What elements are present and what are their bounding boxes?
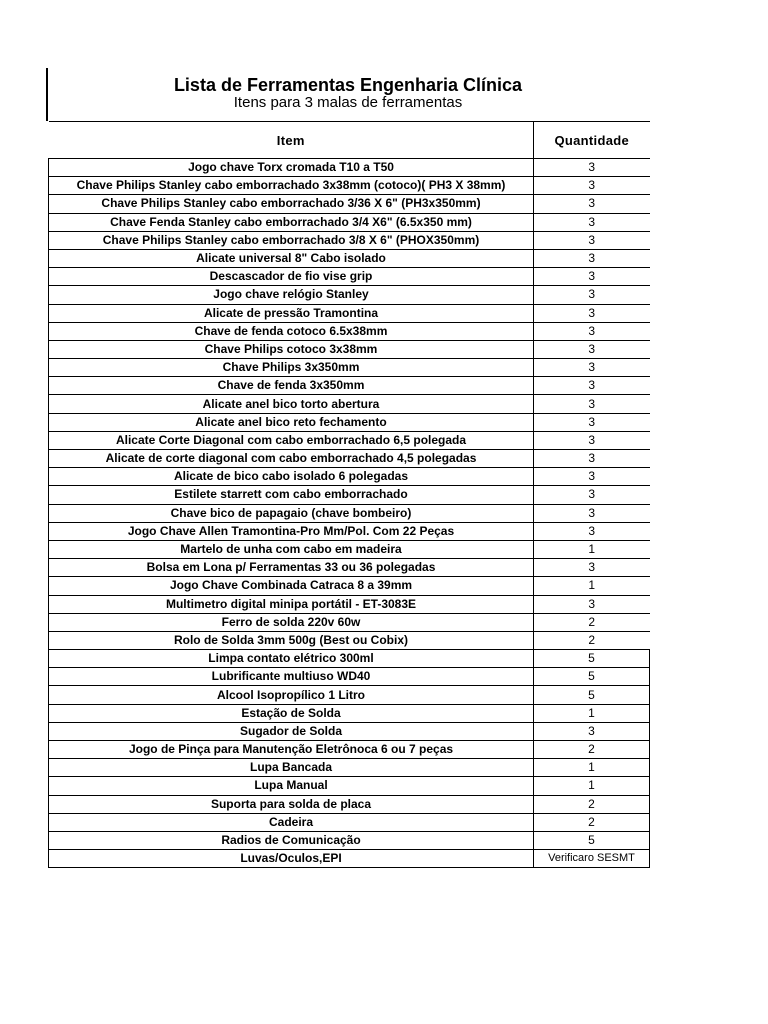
item-quantity-cell: 3 (534, 268, 650, 286)
item-quantity-cell: 1 (534, 704, 650, 722)
item-quantity-cell: 3 (534, 304, 650, 322)
table-row (49, 813, 650, 831)
table-row (49, 613, 650, 631)
item-name-cell: Estação de Solda (49, 704, 534, 722)
item-quantity-cell: 3 (534, 231, 650, 249)
item-quantity-cell: 3 (534, 286, 650, 304)
item-quantity-cell: 3 (534, 450, 650, 468)
table-row (49, 468, 650, 486)
item-quantity-cell: 3 (534, 504, 650, 522)
item-quantity-cell: Verificaro SESMT (534, 850, 650, 868)
document-title: Lista de Ferramentas Engenharia Clínica (173, 75, 523, 95)
item-quantity-cell: 3 (534, 468, 650, 486)
table-row (49, 286, 650, 304)
table-row (49, 268, 650, 286)
table-row (49, 177, 650, 195)
item-quantity-cell: 1 (534, 759, 650, 777)
item-name-cell: Chave Fenda Stanley cabo emborrachado 3/4 X6" (6.5x350 mm) (49, 213, 534, 231)
item-quantity-cell: 1 (534, 577, 650, 595)
item-name-cell: Suporta para solda de placa (49, 795, 534, 813)
table-row (49, 322, 650, 340)
item-name-cell: Chave Philips 3x350mm (49, 359, 534, 377)
table-row (49, 777, 650, 795)
item-quantity-cell: 3 (534, 340, 650, 358)
item-name-cell: Chave Philips Stanley cabo emborrachado 3x38mm (cotoco)( PH3 X 38mm) (49, 177, 534, 195)
table-header-row (49, 122, 650, 159)
item-quantity-cell: 2 (534, 813, 650, 831)
item-quantity-cell: 3 (534, 249, 650, 267)
table-row (49, 249, 650, 267)
item-name-cell: Lupa Manual (49, 777, 534, 795)
item-quantity-cell: 3 (534, 559, 650, 577)
item-name-cell: Chave Philips Stanley cabo emborrachado 3/8 X 6" (PHOX350mm) (49, 231, 534, 249)
table-row (49, 522, 650, 540)
item-name-cell: Alicate anel bico torto abertura (49, 395, 534, 413)
item-name-cell: Alicate anel bico reto fechamento (49, 413, 534, 431)
item-quantity-cell: 5 (534, 668, 650, 686)
table-row (49, 595, 650, 613)
table-row (49, 722, 650, 740)
table-row (49, 450, 650, 468)
item-name-cell: Bolsa em Lona p/ Ferramentas 33 ou 36 polegadas (49, 559, 534, 577)
item-quantity-cell: 3 (534, 522, 650, 540)
item-quantity-cell: 3 (534, 395, 650, 413)
item-name-cell: Ferro de solda 220v 60w (49, 613, 534, 631)
item-name-cell: Estilete starrett com cabo emborrachado (49, 486, 534, 504)
table-row (49, 631, 650, 649)
table-row (49, 850, 650, 868)
item-name-cell: Lubrificante multiuso WD40 (49, 668, 534, 686)
tools-table (48, 121, 650, 868)
table-row (49, 559, 650, 577)
item-name-cell: Lupa Bancada (49, 759, 534, 777)
item-name-cell: Rolo de Solda 3mm 500g (Best ou Cobix) (49, 631, 534, 649)
item-name-cell: Jogo Chave Allen Tramontina-Pro Mm/Pol. Com 22 Peças (49, 522, 534, 540)
item-quantity-cell: 3 (534, 322, 650, 340)
column-header-item: Item (49, 122, 534, 159)
item-quantity-cell: 2 (534, 741, 650, 759)
item-name-cell: Multimetro digital minipa portátil - ET-3083E (49, 595, 534, 613)
item-name-cell: Luvas/Oculos,EPI (49, 850, 534, 868)
table-row (49, 540, 650, 558)
table-row (49, 759, 650, 777)
item-name-cell: Chave de fenda cotoco 6.5x38mm (49, 322, 534, 340)
table-row (49, 486, 650, 504)
item-quantity-cell: 3 (534, 722, 650, 740)
item-name-cell: Alcool Isopropílico 1 Litro (49, 686, 534, 704)
item-quantity-cell: 5 (534, 686, 650, 704)
item-quantity-cell: 2 (534, 613, 650, 631)
table-row (49, 304, 650, 322)
item-quantity-cell: 3 (534, 177, 650, 195)
item-quantity-cell: 2 (534, 631, 650, 649)
item-name-cell: Chave Philips Stanley cabo emborrachado 3/36 X 6" (PH3x350mm) (49, 195, 534, 213)
item-name-cell: Chave Philips cotoco 3x38mm (49, 340, 534, 358)
table-row (49, 340, 650, 358)
item-name-cell: Alicate Corte Diagonal com cabo emborrachado 6,5 polegada (49, 431, 534, 449)
item-name-cell: Jogo de Pinça para Manutenção Eletrônoca 6 ou 7 peças (49, 741, 534, 759)
table-row (49, 668, 650, 686)
column-header-quantity: Quantidade (534, 122, 650, 159)
item-quantity-cell: 3 (534, 595, 650, 613)
item-quantity-cell: 3 (534, 486, 650, 504)
item-quantity-cell: 5 (534, 831, 650, 849)
table-row (49, 431, 650, 449)
item-name-cell: Alicate de pressão Tramontina (49, 304, 534, 322)
item-quantity-cell: 3 (534, 159, 650, 177)
item-quantity-cell: 1 (534, 777, 650, 795)
item-quantity-cell: 3 (534, 195, 650, 213)
item-name-cell: Descascador de fio vise grip (49, 268, 534, 286)
table-row (49, 741, 650, 759)
item-name-cell: Jogo Chave Combinada Catraca 8 a 39mm (49, 577, 534, 595)
item-name-cell: Jogo chave relógio Stanley (49, 286, 534, 304)
item-quantity-cell: 1 (534, 540, 650, 558)
item-name-cell: Limpa contato elétrico 300ml (49, 650, 534, 668)
item-quantity-cell: 3 (534, 413, 650, 431)
item-name-cell: Alicate de bico cabo isolado 6 polegadas (49, 468, 534, 486)
item-name-cell: Alicate universal 8" Cabo isolado (49, 249, 534, 267)
item-quantity-cell: 3 (534, 359, 650, 377)
item-quantity-cell: 2 (534, 795, 650, 813)
table-row (49, 413, 650, 431)
item-name-cell: Alicate de corte diagonal com cabo emborrachado 4,5 polegadas (49, 450, 534, 468)
item-name-cell: Radios de Comunicação (49, 831, 534, 849)
item-name-cell: Chave de fenda 3x350mm (49, 377, 534, 395)
table-row (49, 686, 650, 704)
table-row (49, 577, 650, 595)
table-row (49, 504, 650, 522)
item-quantity-cell: 3 (534, 213, 650, 231)
item-name-cell: Sugador de Solda (49, 722, 534, 740)
table-row (49, 213, 650, 231)
table-row (49, 704, 650, 722)
document-subtitle: Itens para 3 malas de ferramentas (233, 94, 463, 111)
table-row (49, 159, 650, 177)
item-name-cell: Jogo chave Torx cromada T10 a T50 (49, 159, 534, 177)
table-row (49, 795, 650, 813)
item-name-cell: Cadeira (49, 813, 534, 831)
table-row (49, 377, 650, 395)
item-quantity-cell: 5 (534, 650, 650, 668)
table-row (49, 650, 650, 668)
item-quantity-cell: 3 (534, 377, 650, 395)
item-name-cell: Martelo de unha com cabo em madeira (49, 540, 534, 558)
item-name-cell: Chave bico de papagaio (chave bombeiro) (49, 504, 534, 522)
table-row (49, 195, 650, 213)
item-quantity-cell: 3 (534, 431, 650, 449)
table-body (49, 159, 650, 868)
table-row (49, 231, 650, 249)
table-row (49, 359, 650, 377)
table-row (49, 395, 650, 413)
table-row (49, 831, 650, 849)
